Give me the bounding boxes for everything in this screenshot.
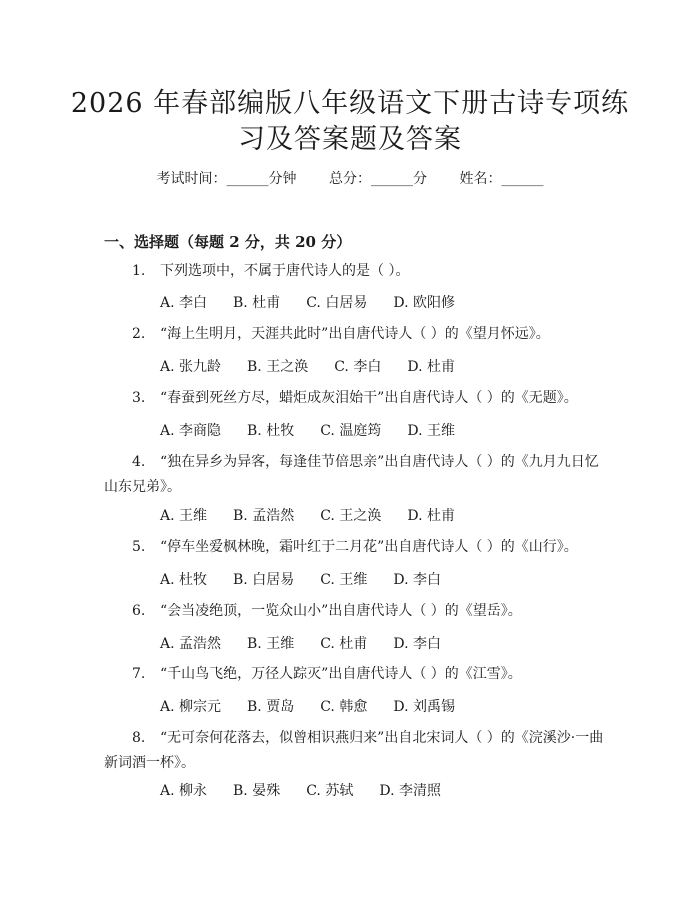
student-name-field: 姓名：______ (459, 171, 544, 187)
option: A. 张九龄 (160, 359, 222, 375)
option: D. 王维 (407, 423, 455, 439)
option: C. 王之涣 (320, 508, 382, 524)
question-number: 5. (132, 539, 146, 555)
question (104, 535, 604, 560)
option: A. 王维 (160, 508, 208, 524)
option: A. 杜牧 (160, 572, 208, 588)
question-text: “海上生明月，天涯共此时”出自唐代诗人（ ）的《望月怀远》。 (160, 326, 550, 342)
question-text: “无可奈何花落去，似曾相识燕归来”出自北宋词人（ ）的《浣溪沙·一曲新词酒一杯》。 (104, 730, 604, 771)
option: B. 杜牧 (247, 423, 295, 439)
question-options (160, 356, 481, 376)
question-number: 1. (132, 263, 146, 279)
question-options (160, 420, 481, 440)
option: A. 李商隐 (160, 423, 222, 439)
question-text: “春蚕到死丝方尽，蜡炬成灰泪始干”出自唐代诗人（ ）的《无题》。 (160, 390, 578, 406)
option: D. 李白 (393, 572, 441, 588)
question-text: 下列选项中，不属于唐代诗人的是（ ）。 (160, 263, 410, 279)
option: B. 晏殊 (233, 783, 281, 799)
question-options (160, 696, 481, 716)
option: A. 孟浩然 (160, 636, 222, 652)
option: B. 孟浩然 (233, 508, 295, 524)
option: B. 杜甫 (233, 295, 281, 311)
question (104, 259, 604, 284)
question (104, 322, 604, 347)
page-title-line-2: 习及答案题及答案 (238, 124, 462, 155)
exam-meta (0, 168, 700, 188)
option: B. 贾岛 (247, 699, 295, 715)
question-number: 6. (132, 603, 146, 619)
option: C. 韩愈 (320, 699, 368, 715)
option: C. 李白 (334, 359, 382, 375)
total-score-field: 总分：______分 (329, 171, 427, 187)
question-number: 4. (132, 454, 146, 470)
option: B. 王之涣 (247, 359, 309, 375)
option: D. 杜甫 (407, 359, 455, 375)
question (104, 386, 604, 411)
question (104, 450, 604, 500)
question (104, 726, 604, 776)
question-options (160, 505, 481, 525)
question (104, 599, 604, 624)
option: D. 杜甫 (407, 508, 455, 524)
option: C. 杜甫 (320, 636, 368, 652)
option: D. 李清照 (379, 783, 441, 799)
question-options (160, 780, 467, 800)
question-text: “会当凌绝顶，一览众山小”出自唐代诗人（ ）的《望岳》。 (160, 603, 522, 619)
question-text: “停车坐爱枫林晚，霜叶红于二月花”出自唐代诗人（ ）的《山行》。 (160, 539, 578, 555)
option: C. 王维 (320, 572, 368, 588)
option: D. 李白 (393, 636, 441, 652)
option: D. 欧阳修 (393, 295, 455, 311)
question-number: 3. (132, 390, 146, 406)
question-text: “千山鸟飞绝，万径人踪灭”出自唐代诗人（ ）的《江雪》。 (160, 666, 522, 682)
exam-time-field: 考试时间：______分钟 (156, 171, 297, 187)
question-number: 2. (132, 326, 146, 342)
option: A. 柳宗元 (160, 699, 222, 715)
question-options (160, 292, 481, 312)
option: A. 柳永 (160, 783, 208, 799)
question-options (160, 633, 467, 653)
question-text: “独在异乡为异客，每逢佳节倍思亲”出自唐代诗人（ ）的《九月九日忆山东兄弟》。 (104, 454, 599, 495)
option: B. 白居易 (233, 572, 295, 588)
option: B. 王维 (247, 636, 295, 652)
option: C. 苏轼 (306, 783, 354, 799)
option: A. 李白 (160, 295, 208, 311)
option: C. 白居易 (306, 295, 368, 311)
option: D. 刘禹锡 (393, 699, 455, 715)
question-options (160, 569, 467, 589)
section-heading: 一、选择题（每题 2 分，共 20 分） (104, 233, 352, 251)
question-number: 8. (132, 730, 146, 746)
question-number: 7. (132, 666, 146, 682)
page-title-line-1: 2026 年春部编版八年级语文下册古诗专项练 (70, 88, 630, 119)
option: C. 温庭筠 (320, 423, 382, 439)
question (104, 662, 604, 687)
